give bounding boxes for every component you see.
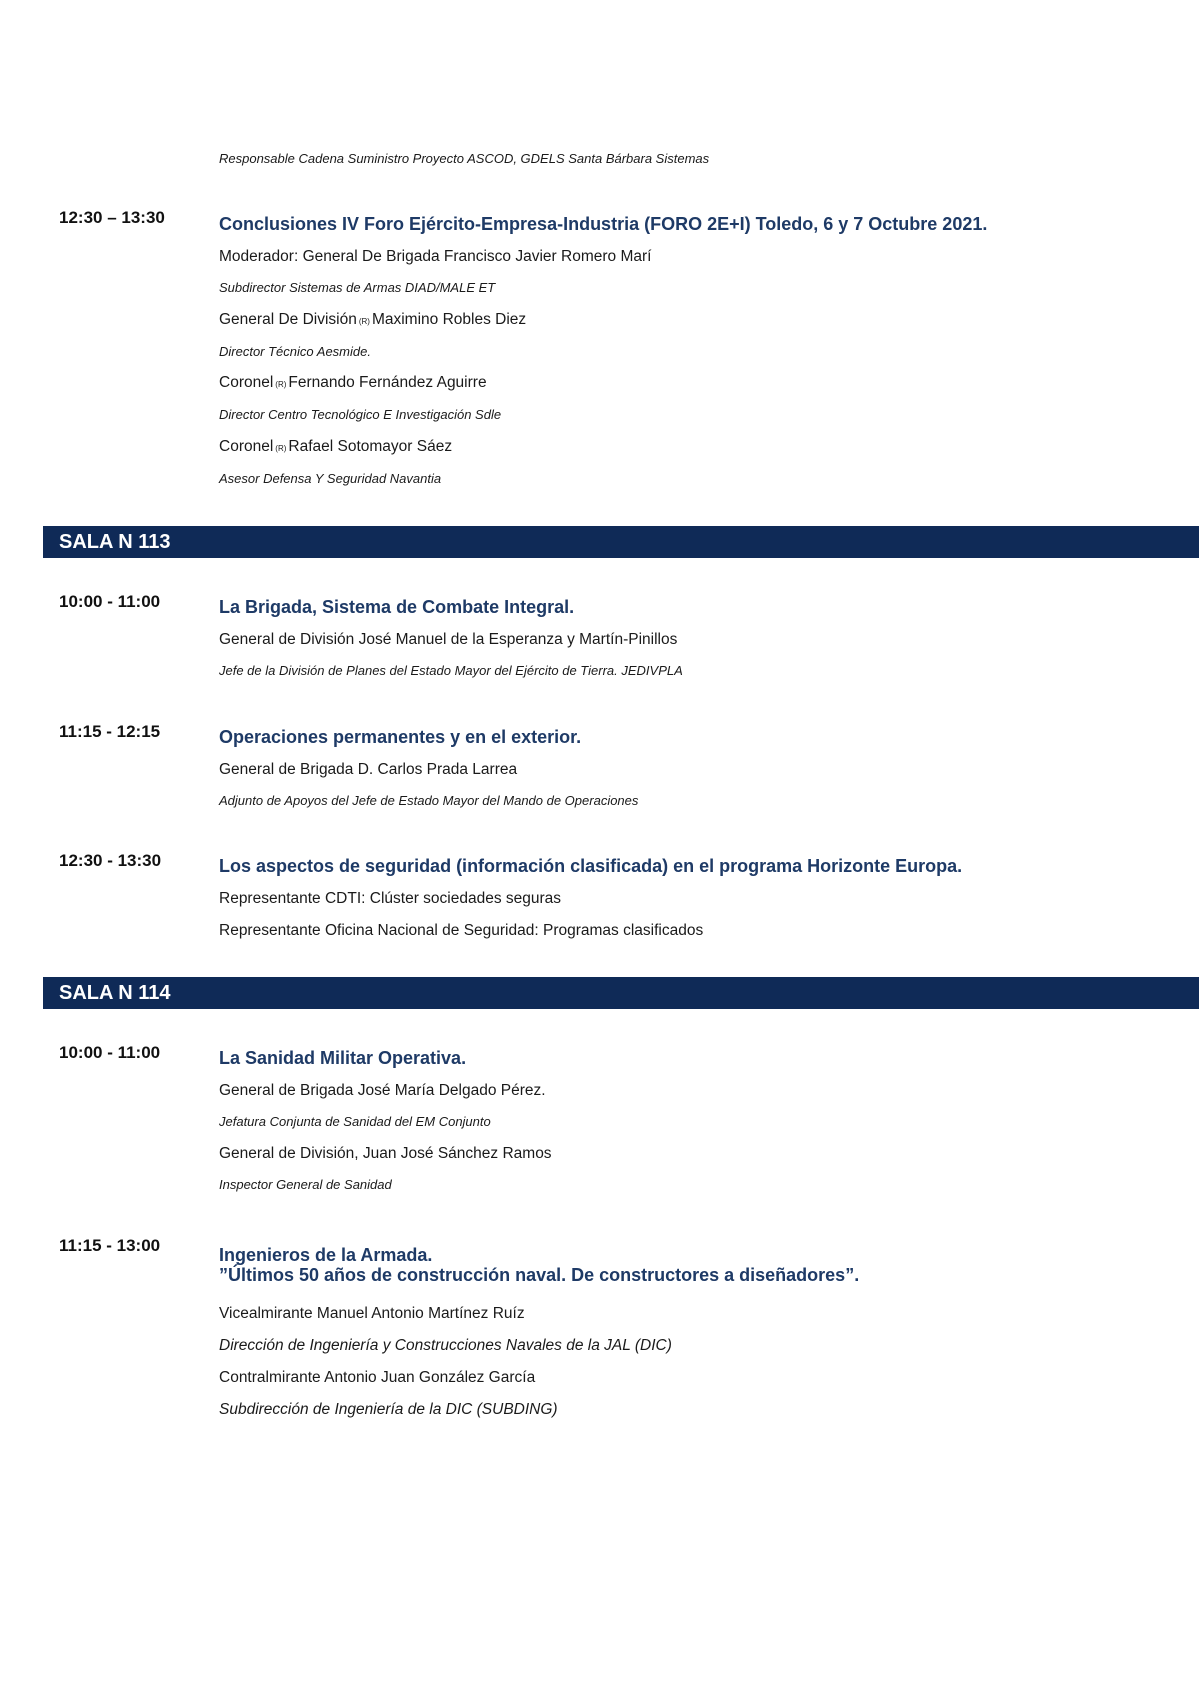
session-time: 12:30 – 13:30 (59, 208, 165, 227)
session-title: La Brigada, Sistema de Combate Integral. (219, 597, 575, 617)
speaker-name: Representante Oficina Nacional de Seguridad: Programas clasificados (219, 922, 704, 939)
session-title: Ingenieros de la Armada. (219, 1245, 433, 1265)
session-title: Los aspectos de seguridad (información clasificada) en el programa Horizonte Europa. (219, 856, 963, 876)
speaker-name (219, 311, 526, 329)
speaker-rank: Coronel (219, 374, 274, 391)
speaker-role: Director Centro Tecnológico E Investigación Sdle (219, 407, 502, 422)
speaker-role: Asesor Defensa Y Seguridad Navantia (219, 471, 442, 486)
moderator-role: Subdirector Sistemas de Armas DIAD/MALE ET (219, 280, 496, 295)
speaker-role: Dirección de Ingeniería y Construcciones Navales de la JAL (DIC) (219, 1337, 672, 1354)
session-time: 12:30 - 13:30 (59, 851, 162, 870)
speaker-role: Jefe de la División de Planes del Estado Mayor del Ejército de Tierra. JEDIVPLA (219, 663, 683, 678)
speaker-name: Representante CDTI: Clúster sociedades seguras (219, 890, 562, 907)
session-title: La Sanidad Militar Operativa. (219, 1048, 467, 1068)
session-time: 10:00 - 11:00 (59, 1043, 161, 1062)
speaker-name: General de División, Juan José Sánchez Ramos (219, 1145, 552, 1162)
speaker-rank: General De División (219, 311, 357, 328)
speaker-name (219, 438, 452, 456)
speaker-role: Inspector General de Sanidad (219, 1177, 392, 1192)
speaker-fullname: Fernando Fernández Aguirre (288, 374, 487, 391)
sala-label: SALA N 113 (59, 531, 171, 553)
speaker-fullname: Maximino Robles Diez (371, 311, 527, 328)
speaker-name: Contralmirante Antonio Juan González García (219, 1369, 536, 1386)
moderator-name: Moderador: General De Brigada Francisco Javier Romero Marí (219, 248, 652, 265)
session-time: 10:00 - 11:00 (59, 592, 161, 611)
speaker-name (219, 374, 487, 392)
retired-mark: (R) (275, 380, 287, 389)
speaker-name: General de Brigada José María Delgado Pérez. (219, 1082, 546, 1099)
speaker-fullname: Rafael Sotomayor Sáez (288, 438, 453, 455)
session-time: 11:15 - 13:00 (59, 1236, 161, 1255)
speaker-role: Subdirección de Ingeniería de la DIC (SUBDING) (219, 1401, 558, 1418)
speaker-name: General de Brigada D. Carlos Prada Larrea (219, 761, 518, 778)
session-title: Conclusiones IV Foro Ejército-Empresa-Industria (FORO 2E+I) Toledo, 6 y 7 Octubre 2021. (219, 214, 988, 234)
speaker-role: Jefatura Conjunta de Sanidad del EM Conjunto (219, 1114, 491, 1129)
speaker-role: Director Técnico Aesmide. (219, 344, 371, 359)
speaker-name: Vicealmirante Manuel Antonio Martínez Ruíz (219, 1305, 525, 1322)
speaker-name: General de División José Manuel de la Esperanza y Martín-Pinillos (219, 631, 678, 648)
sala-header (43, 977, 1199, 1009)
sala-label: SALA N 114 (59, 982, 171, 1004)
sala-header (43, 526, 1199, 558)
speaker-rank: Coronel (219, 438, 274, 455)
session-subtitle: ”Últimos 50 años de construcción naval. De constructores a diseñadores”. (219, 1265, 860, 1285)
retired-mark: (R) (275, 444, 287, 453)
retired-mark: (R) (358, 317, 370, 326)
speaker-role: Adjunto de Apoyos del Jefe de Estado Mayor del Mando de Operaciones (219, 793, 639, 808)
session-time: 11:15 - 12:15 (59, 722, 161, 741)
speaker-role: Responsable Cadena Suministro Proyecto ASCOD, GDELS Santa Bárbara Sistemas (219, 151, 710, 166)
session-title: Operaciones permanentes y en el exterior. (219, 727, 582, 747)
